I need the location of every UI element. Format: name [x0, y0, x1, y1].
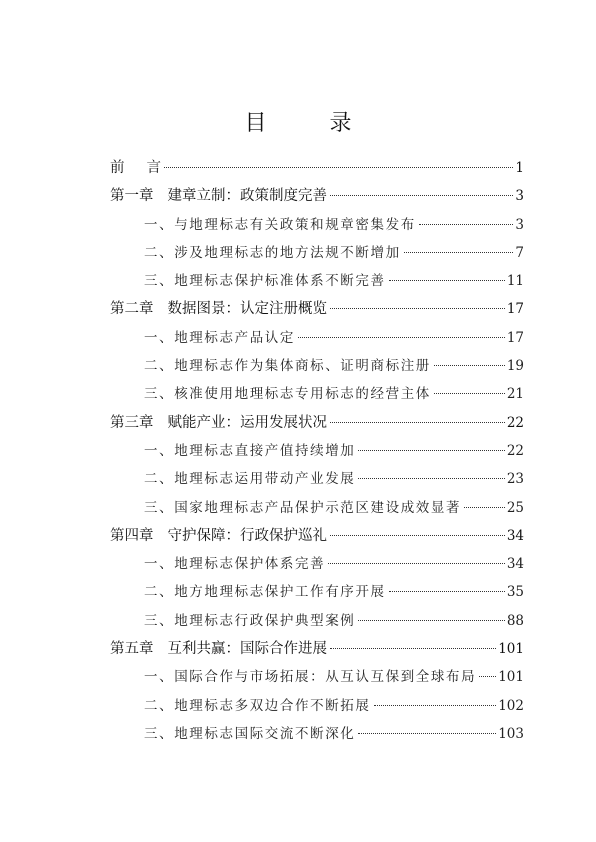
toc-entry-text: 二、涉及地理标志的地方法规不断增加 [144, 244, 401, 261]
dot-leader [434, 393, 505, 394]
toc-section-entry[interactable] [110, 550, 524, 578]
toc-entry-text: 守护保障：行政保护巡礼 [167, 527, 327, 544]
toc-chapter-entry[interactable] [110, 295, 524, 323]
toc-entry-text: 三、地理标志保护标准体系不断完善 [144, 273, 386, 290]
toc-entry-text: 二、地理标志运用带动产业发展 [144, 471, 356, 488]
dot-leader [358, 620, 504, 621]
toc-page-number: 103 [498, 725, 524, 742]
toc-page-number: 19 [506, 358, 524, 375]
toc-chapter-entry[interactable] [110, 182, 524, 210]
toc-entry-label [144, 578, 386, 606]
dot-leader [164, 167, 513, 168]
toc-entry-label [110, 635, 327, 663]
toc-chapter-number: 第二章 [110, 301, 154, 318]
toc-section-entry[interactable] [110, 324, 524, 352]
toc-entry-text: 三、地理标志行政保护典型案例 [144, 612, 356, 629]
dot-leader [330, 195, 513, 196]
toc-page-number: 21 [506, 386, 524, 403]
dot-leader [358, 450, 504, 451]
table-of-contents [110, 154, 524, 748]
toc-entry-text: 三、核准使用地理标志专用标志的经营主体 [144, 386, 431, 403]
toc-page-number: 7 [515, 244, 524, 261]
toc-entry-text: 一、国际合作与市场拓展：从互认互保到全球布局 [144, 669, 477, 686]
toc-entry-label [144, 607, 355, 635]
toc-chapter-number: 第一章 [110, 188, 154, 205]
toc-page-number: 17 [506, 301, 524, 318]
dot-leader [358, 733, 496, 734]
dot-leader [404, 252, 514, 253]
dot-leader [358, 478, 504, 479]
dot-leader [298, 337, 505, 338]
toc-chapter-entry[interactable] [110, 154, 524, 182]
toc-page-number: 101 [498, 669, 524, 686]
toc-chapter-entry[interactable] [110, 635, 524, 663]
toc-page-number: 23 [506, 471, 524, 488]
dot-leader [330, 535, 505, 536]
toc-section-entry[interactable] [110, 211, 524, 239]
toc-entry-label [144, 380, 431, 408]
toc-section-entry[interactable] [110, 267, 524, 295]
toc-entry-label [144, 352, 431, 380]
dot-leader [479, 676, 496, 677]
toc-page-number: 3 [515, 188, 524, 205]
dot-leader [434, 365, 505, 366]
toc-section-entry[interactable] [110, 465, 524, 493]
toc-entry-label [144, 465, 355, 493]
toc-section-entry[interactable] [110, 494, 524, 522]
toc-entry-label [144, 550, 325, 578]
toc-page-number: 17 [506, 329, 524, 346]
toc-page-number: 102 [498, 697, 524, 714]
toc-entry-text: 一、地理标志保护体系完善 [144, 556, 326, 573]
toc-chapter-number: 第五章 [110, 641, 154, 658]
dot-leader [328, 563, 505, 564]
toc-entry-label [144, 692, 371, 720]
dot-leader [419, 224, 514, 225]
toc-section-entry[interactable] [110, 352, 524, 380]
toc-page-number: 34 [506, 556, 524, 573]
toc-entry-label [110, 409, 327, 437]
toc-entry-text: 赋能产业：运用发展状况 [167, 414, 327, 431]
toc-page-number: 22 [506, 414, 524, 431]
toc-page-number: 1 [515, 160, 524, 176]
toc-entry-text: 二、地理标志作为集体商标、证明商标注册 [144, 358, 431, 375]
toc-entry-label [110, 182, 327, 210]
toc-entry-label [144, 239, 401, 267]
toc-entry-text: 一、地理标志直接产值持续增加 [144, 442, 356, 459]
dot-leader [374, 705, 497, 706]
toc-entry-text: 三、地理标志国际交流不断深化 [144, 725, 356, 742]
toc-entry-text: 言 [146, 160, 161, 176]
toc-entry-label [144, 494, 461, 522]
toc-page-number: 34 [506, 527, 524, 544]
toc-page-number: 35 [506, 584, 524, 601]
toc-section-entry[interactable] [110, 607, 524, 635]
toc-entry-label [144, 437, 355, 465]
toc-section-entry[interactable] [110, 578, 524, 606]
page-title: 目 录 [244, 111, 380, 136]
toc-entry-text: 一、与地理标志有关政策和规章密集发布 [144, 216, 416, 233]
toc-entry-text: 建章立制：政策制度完善 [167, 188, 327, 205]
toc-chapter-number: 第三章 [110, 414, 154, 431]
toc-chapter-entry[interactable] [110, 409, 524, 437]
toc-section-entry[interactable] [110, 720, 524, 748]
toc-entry-text: 数据图景：认定注册概览 [167, 301, 327, 318]
toc-entry-label [110, 522, 327, 550]
toc-entry-label [144, 211, 416, 239]
dot-leader [330, 422, 505, 423]
toc-chapter-entry[interactable] [110, 522, 524, 550]
toc-entry-text: 互利共赢：国际合作进展 [167, 641, 327, 658]
toc-section-entry[interactable] [110, 437, 524, 465]
toc-entry-text: 二、地方地理标志保护工作有序开展 [144, 584, 386, 601]
toc-entry-label [144, 267, 386, 295]
toc-section-entry[interactable] [110, 380, 524, 408]
toc-entry-text: 三、国家地理标志产品保护示范区建设成效显著 [144, 499, 462, 516]
toc-section-entry[interactable] [110, 239, 524, 267]
toc-entry-label [110, 295, 327, 323]
toc-entry-label [144, 663, 476, 691]
toc-section-entry[interactable] [110, 663, 524, 691]
toc-entry-text: 二、地理标志多双边合作不断拓展 [144, 697, 371, 714]
toc-entry-label [144, 720, 355, 748]
dot-leader [389, 280, 505, 281]
toc-chapter-number: 第四章 [110, 527, 154, 544]
dot-leader [330, 308, 505, 309]
toc-page-number: 11 [506, 273, 524, 290]
toc-entry-label [144, 324, 295, 352]
dot-leader [330, 648, 496, 649]
toc-chapter-number: 前 [110, 160, 125, 176]
toc-section-entry[interactable] [110, 692, 524, 720]
toc-page-number: 22 [506, 442, 524, 459]
toc-page-number: 88 [506, 612, 524, 629]
toc-entry-label [110, 154, 161, 182]
toc-page-number: 25 [506, 499, 524, 516]
toc-page-number: 101 [498, 641, 524, 658]
dot-leader [389, 591, 505, 592]
dot-leader [464, 507, 505, 508]
toc-entry-text: 一、地理标志产品认定 [144, 329, 295, 346]
toc-page-number: 3 [515, 216, 524, 233]
